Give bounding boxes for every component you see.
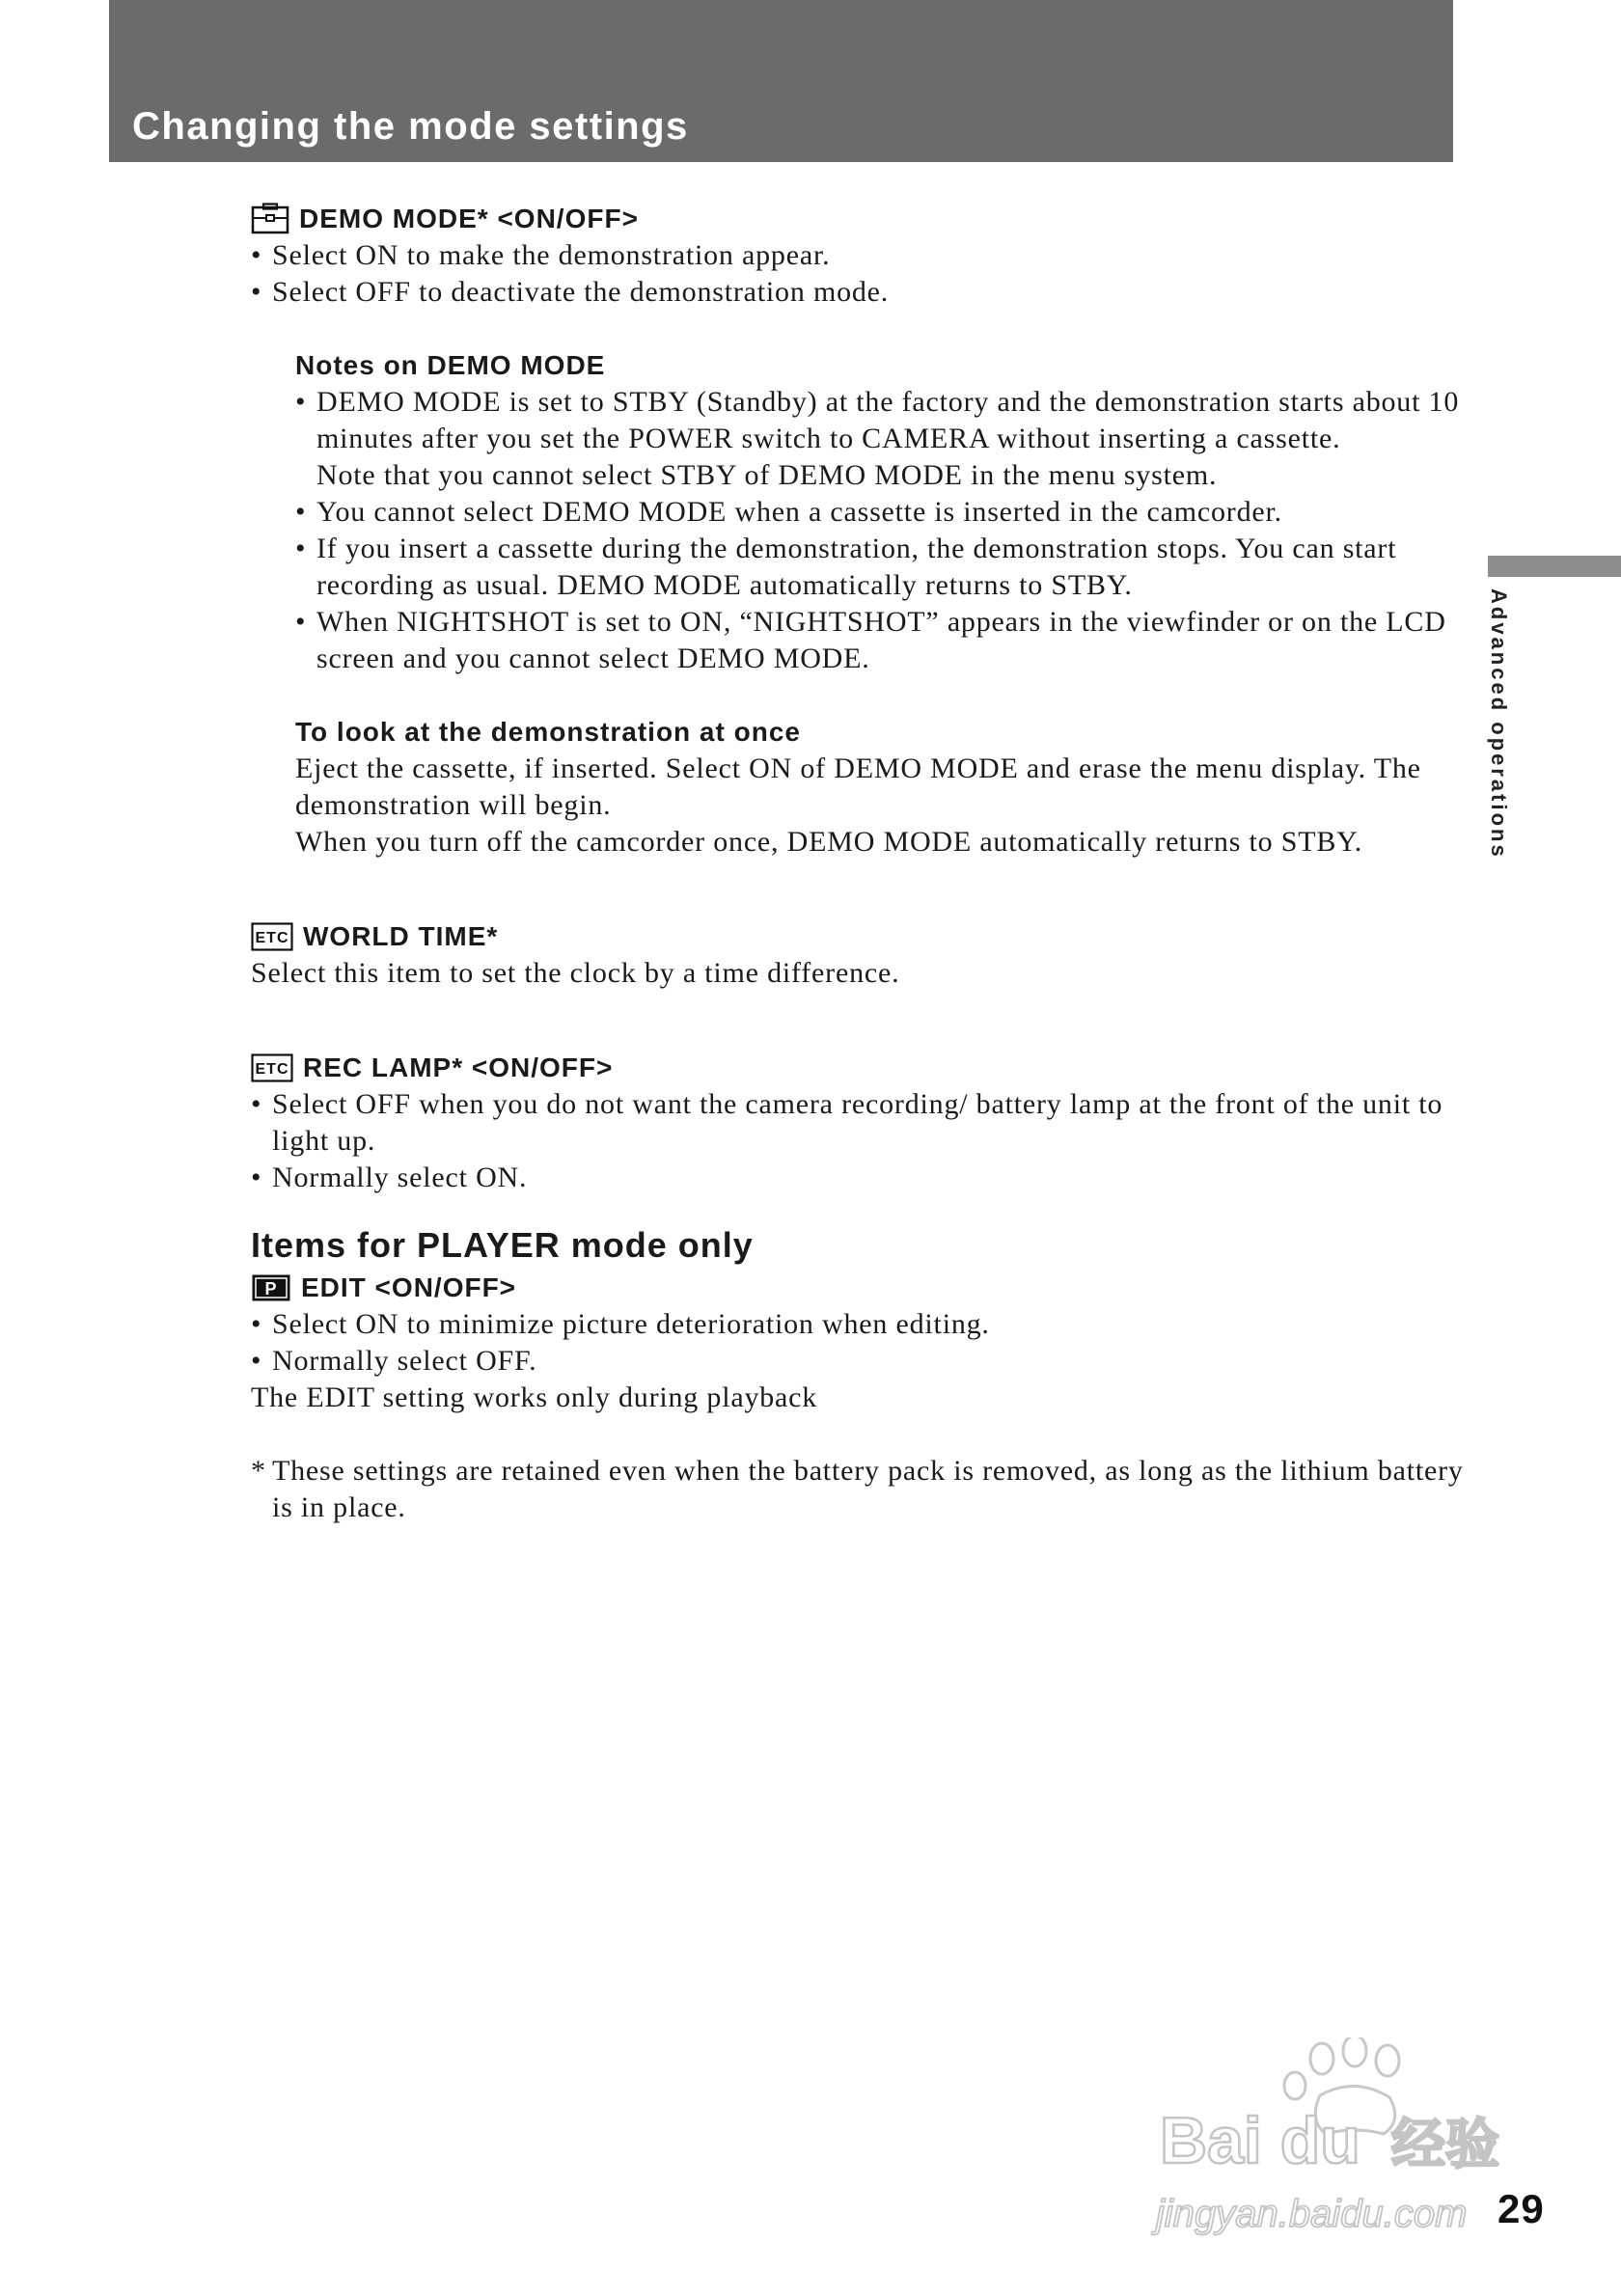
rec-lamp-heading-text: REC LAMP* <ON/OFF>	[303, 1052, 614, 1082]
footnote-mark: *	[251, 1455, 266, 1487]
page-number: 29	[1497, 2186, 1545, 2231]
list-item	[295, 384, 1467, 494]
baidu-watermark-logo	[1150, 2037, 1526, 2240]
rec-lamp-bullets	[251, 1086, 1467, 1196]
edit-bullets	[251, 1306, 1467, 1380]
footnote	[251, 1453, 1467, 1526]
edit-note: The EDIT setting works only during playback	[251, 1381, 818, 1413]
playback-cassette-icon	[251, 1273, 291, 1302]
playback-icon-label: P	[264, 1279, 278, 1298]
player-section-title: Items for PLAYER mode only	[251, 1225, 754, 1265]
etc-icon-label: ETC	[255, 930, 289, 946]
side-tab-marker	[1488, 556, 1621, 577]
edit-heading-text: EDIT <ON/OFF>	[301, 1272, 517, 1302]
side-section-label: Advanced operations	[1487, 588, 1511, 860]
list-item: • Select OFF when you do not want the camera recording/ battery lamp at the front of the unit to light up.	[251, 1086, 1467, 1160]
demo-mode-bullets	[251, 237, 1467, 311]
page-title: Changing the mode settings	[132, 105, 689, 148]
list-item: • Select OFF to deactivate the demonstration mode.	[251, 274, 1467, 311]
note-text: Note that you cannot select STBY of DEMO MODE in the menu system.	[316, 459, 1218, 491]
main-content	[251, 201, 1467, 1526]
look-demo-paragraph: When you turn off the camcorder once, DEMO MODE automatically returns to STBY.	[295, 826, 1363, 858]
list-item: • Normally select OFF.	[251, 1343, 1467, 1380]
demo-mode-heading-text: DEMO MODE* <ON/OFF>	[299, 204, 639, 233]
watermark-url: jingyan.baidu.com	[1156, 2193, 1468, 2235]
note-text: DEMO MODE is set to STBY (Standby) at the factory and the demonstration starts about 10 minutes after you set the POWER switch to CAMERA without inserting a cassette.	[316, 386, 1460, 454]
etc-icon	[251, 922, 293, 951]
rec-lamp-heading	[251, 1050, 1467, 1086]
demo-mode-notes	[295, 347, 1467, 861]
etc-icon-label: ETC	[255, 1061, 289, 1078]
list-item: • If you insert a cassette during the demonstration, the demonstration stops. You can start recording as usual. DEMO MODE automatically returns to STBY.	[295, 531, 1467, 604]
camera-set-icon	[251, 203, 289, 235]
list-item: • When NIGHTSHOT is set to ON, “NIGHTSHOT” appears in the viewfinder or on the LCD screen and you cannot select DEMO MODE.	[295, 604, 1467, 677]
world-time-heading	[251, 918, 1467, 955]
etc-icon	[251, 1053, 293, 1082]
watermark-cn: 经验	[1391, 2114, 1499, 2176]
list-item: • You cannot select DEMO MODE when a cassette is inserted in the camcorder.	[295, 494, 1467, 531]
world-time-heading-text: WORLD TIME*	[303, 921, 499, 951]
look-demo-paragraph: Eject the cassette, if inserted. Select ON of DEMO MODE and erase the menu display. The demonstration will begin.	[295, 752, 1421, 821]
footnote-text: These settings are retained even when the battery pack is removed, as long as the lithium battery is in place.	[272, 1455, 1464, 1523]
list-item: • Normally select ON.	[251, 1160, 1467, 1196]
list-item: • Select ON to make the demonstration appear.	[251, 237, 1467, 274]
edit-heading	[251, 1270, 1467, 1306]
demo-mode-heading	[251, 201, 1467, 237]
header-bar	[109, 0, 1453, 162]
notes-heading: Notes on DEMO MODE	[295, 350, 606, 380]
notes-list	[295, 384, 1467, 677]
world-time-text: Select this item to set the clock by a time difference.	[251, 957, 900, 989]
watermark-brand: Bai du	[1160, 2104, 1360, 2177]
look-demo-heading: To look at the demonstration at once	[295, 717, 801, 747]
list-item: • Select ON to minimize picture deterioration when editing.	[251, 1306, 1467, 1343]
